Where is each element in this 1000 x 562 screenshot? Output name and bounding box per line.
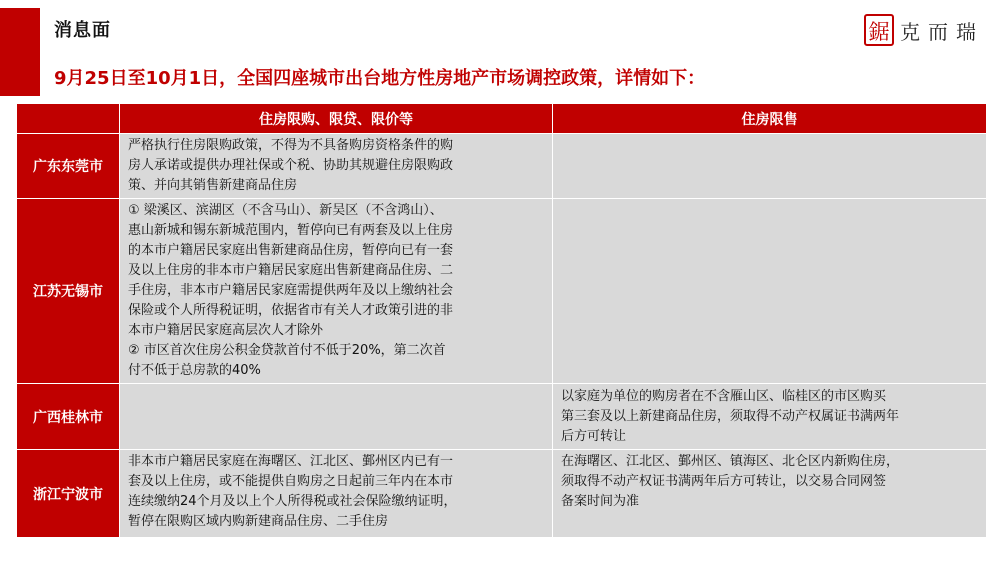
headline: 9月25日至10月1日，全国四座城市出台地方性房地产市场调控政策，详情如下： <box>54 68 706 89</box>
table-header-row <box>17 104 987 134</box>
cell-text-line: 以家庭为单位的购房者在不含雁山区、临桂区的市区购买 <box>561 388 887 404</box>
column-header-city <box>17 104 120 134</box>
cell-text-line: 房人承诺或提供办理社保或个税、协助其规避住房限购政 <box>128 158 454 173</box>
brand-logo <box>864 14 984 46</box>
column-header-purchase-limits: 住房限购、限贷、限价等 <box>120 104 553 134</box>
city-cell: 浙江宁波市 <box>17 450 120 538</box>
cell-text-line: ① 梁溪区、滨湖区（不含马山）、新吴区（不含鸿山）、 <box>128 203 443 218</box>
page-title: 消息面 <box>54 20 111 41</box>
purchase-limit-cell <box>120 134 553 199</box>
policy-table <box>16 103 987 538</box>
cell-text-line: 后方可转让 <box>561 428 627 444</box>
cell-text-line: 惠山新城和锡东新城范围内，暂停向已有两套及以上住房 <box>128 223 454 238</box>
cell-text-line: 非本市户籍居民家庭在海曙区、江北区、鄞州区内已有一 <box>128 454 454 469</box>
cell-text-line: 连续缴纳24个月及以上个人所得税或社会保险缴纳证明， <box>128 494 457 509</box>
sale-limit-cell <box>553 450 987 538</box>
city-cell: 广东东莞市 <box>17 134 120 199</box>
city-cell: 广西桂林市 <box>17 384 120 450</box>
column-header-sale-limits: 住房限售 <box>553 104 987 134</box>
table-row <box>17 199 987 384</box>
logo-text: 克而瑞 <box>900 19 984 44</box>
cell-text-line: 策、并向其销售新建商品住房 <box>128 178 298 193</box>
cell-text-line: 手住房，非本市户籍居民家庭需提供两年及以上缴纳社会 <box>128 283 454 298</box>
cell-text-line: 付不低于总房款的40% <box>128 363 261 378</box>
cell-text-line: 须取得不动产权证书满两年后方可转让，以交易合同网签 <box>561 474 887 489</box>
cell-text-line: 保险或个人所得税证明，依据省市有关人才政策引进的非 <box>128 303 454 318</box>
sale-limit-cell <box>553 199 987 384</box>
cell-text-line: 严格执行住房限购政策，不得为不具备购房资格条件的购 <box>128 138 454 153</box>
cell-text-line: ② 市区首次住房公积金贷款首付不低于20%，第二次首 <box>128 343 446 358</box>
cell-text-line: 第三套及以上新建商品住房，须取得不动产权属证书满两年 <box>561 408 900 424</box>
cell-text-line: 暂停在限购区域内购新建商品住房、二手住房 <box>128 514 389 529</box>
cell-text-line: 的本市户籍居民家庭出售新建商品住房，暂停向已有一套 <box>128 243 454 258</box>
table-row <box>17 134 987 199</box>
accent-bar <box>0 8 40 96</box>
purchase-limit-cell <box>120 199 553 384</box>
cell-text-line: 备案时间为准 <box>561 494 640 509</box>
table-row <box>17 450 987 538</box>
city-cell: 江苏无锡市 <box>17 199 120 384</box>
table-row <box>17 384 987 450</box>
purchase-limit-cell <box>120 384 553 450</box>
cell-text-line: 套及以上住房，或不能提供自购房之日起前三年内在本市 <box>128 474 454 489</box>
logo-seal-icon: 鋸 <box>864 14 894 46</box>
sale-limit-cell <box>553 384 987 450</box>
cell-text-line: 本市户籍居民家庭高层次人才除外 <box>128 323 324 338</box>
cell-text-line: 在海曙区、江北区、鄞州区、镇海区、北仑区内新购住房， <box>561 454 900 469</box>
purchase-limit-cell <box>120 450 553 538</box>
sale-limit-cell <box>553 134 987 199</box>
cell-text-line: 及以上住房的非本市户籍居民家庭出售新建商品住房、二 <box>128 263 454 278</box>
